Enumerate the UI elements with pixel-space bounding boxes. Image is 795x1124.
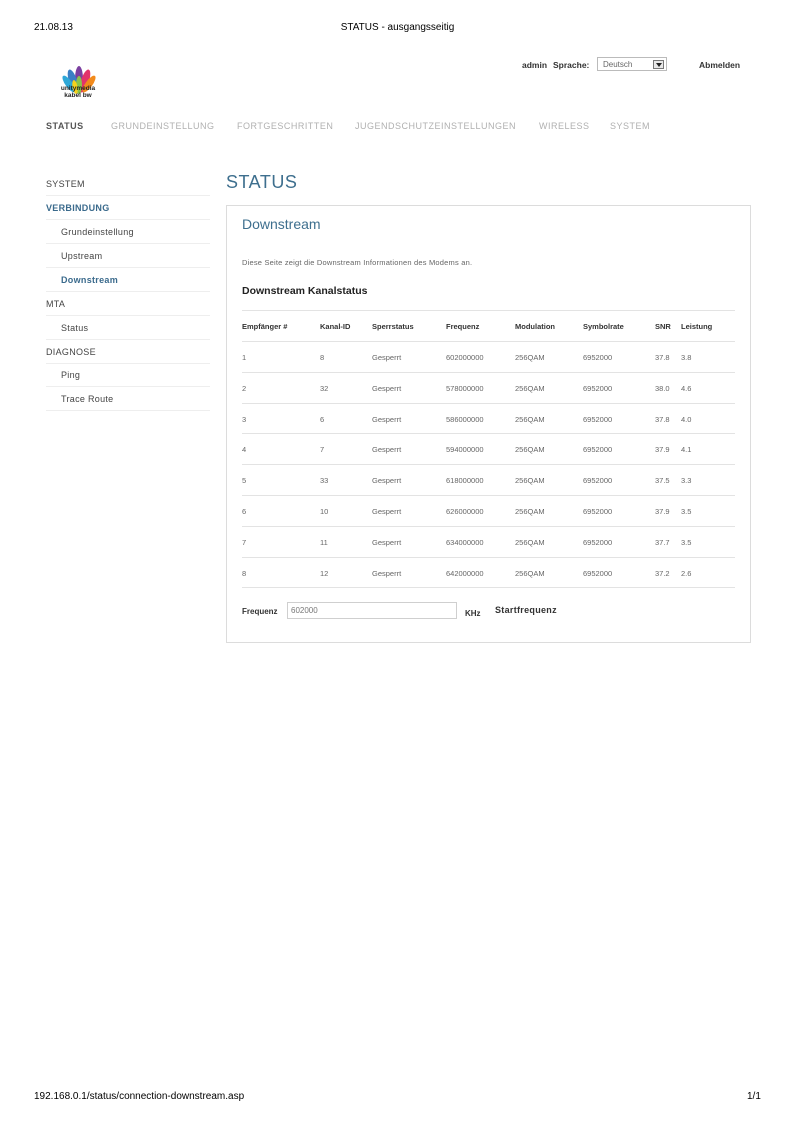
panel-description: Diese Seite zeigt die Downstream Informationen des Modems an. <box>242 258 473 267</box>
table-cell-snr: 37.8 <box>655 353 670 362</box>
table-cell-empfaenger: 2 <box>242 383 247 393</box>
table-cell-symbolrate: 6952000 <box>583 445 613 455</box>
table-cell-kanal-id: 33 <box>320 476 329 486</box>
table-cell-leistung: 3.8 <box>681 353 692 362</box>
table-cell-frequenz: 642000000 <box>446 568 484 578</box>
frequency-input[interactable] <box>287 602 457 619</box>
table-cell-modulation: 256QAM <box>515 414 545 424</box>
table-cell-empfaenger: 3 <box>242 414 247 424</box>
table-cell-kanal-id: 7 <box>320 445 325 455</box>
col-header-leistung: Leistung <box>681 322 713 331</box>
table-cell-empfaenger: 5 <box>242 476 247 486</box>
sidebar-item-system[interactable]: SYSTEM <box>46 173 210 196</box>
current-user: admin <box>522 60 548 70</box>
table-row-divider <box>242 433 735 434</box>
table-cell-kanal-id: 32 <box>320 383 329 393</box>
table-cell-sperrstatus: Gesperrt <box>372 445 402 455</box>
sidebar-item-ping[interactable]: Ping <box>46 364 210 387</box>
table-row-divider <box>242 341 735 342</box>
logo-wordmark: unitymedia kabel bw <box>60 85 96 99</box>
table-cell-kanal-id: 12 <box>320 568 329 578</box>
table-cell-sperrstatus: Gesperrt <box>372 353 402 362</box>
col-header-kanal-id: Kanal-ID <box>320 322 351 331</box>
table-row-divider <box>242 372 735 373</box>
table-cell-leistung: 2.6 <box>681 568 692 578</box>
table-cell-symbolrate: 6952000 <box>583 568 613 578</box>
table-cell-symbolrate: 6952000 <box>583 414 613 424</box>
nav-jugendschutzeinstellungen[interactable]: JUGENDSCHUTZEINSTELLUNGEN <box>355 121 517 131</box>
table-cell-snr: 37.7 <box>655 537 670 547</box>
table-cell-kanal-id: 11 <box>320 537 328 547</box>
logout-link[interactable]: Abmelden <box>699 60 741 70</box>
sidebar-item-trace-route[interactable]: Trace Route <box>46 388 210 411</box>
nav-fortgeschritten[interactable]: FORTGESCHRITTEN <box>237 121 334 131</box>
nav-status[interactable]: STATUS <box>46 121 84 131</box>
table-cell-frequenz: 586000000 <box>446 414 484 424</box>
print-page-number: 1/1 <box>747 1091 761 1102</box>
table-cell-sperrstatus: Gesperrt <box>372 568 402 578</box>
table-cell-leistung: 4.1 <box>681 445 692 455</box>
page-title: STATUS <box>226 172 298 192</box>
language-select-value: Deutsch <box>603 60 633 69</box>
table-cell-empfaenger: 4 <box>242 445 247 455</box>
sidebar-item-mta[interactable]: MTA <box>46 293 210 316</box>
table-cell-empfaenger: 7 <box>242 537 247 547</box>
chevron-down-icon[interactable] <box>653 60 664 69</box>
table-cell-leistung: 4.0 <box>681 414 692 424</box>
table-cell-modulation: 256QAM <box>515 383 545 393</box>
nav-grundeinstellung[interactable]: GRUNDEINSTELLUNG <box>111 121 215 131</box>
table-cell-kanal-id: 10 <box>320 507 329 516</box>
frequency-label: Frequenz <box>242 607 278 616</box>
table-cell-leistung: 4.6 <box>681 383 692 393</box>
table-cell-snr: 37.2 <box>655 568 670 578</box>
table-cell-frequenz: 594000000 <box>446 445 484 455</box>
print-url: 192.168.0.1/status/connection-downstream.asp <box>34 1091 245 1102</box>
sidebar-item-diagnose[interactable]: DIAGNOSE <box>46 341 210 364</box>
table-cell-empfaenger: 6 <box>242 507 247 516</box>
print-title: STATUS - ausgangsseitig <box>340 22 455 33</box>
table-cell-sperrstatus: Gesperrt <box>372 537 402 547</box>
frequency-unit: KHz <box>465 609 481 618</box>
sidebar-item-upstream[interactable]: Upstream <box>46 245 210 268</box>
col-header-symbolrate: Symbolrate <box>583 322 624 331</box>
table-cell-modulation: 256QAM <box>515 507 545 516</box>
col-header-sperrstatus: Sperrstatus <box>372 322 414 331</box>
panel-title: Downstream <box>242 216 321 232</box>
sidebar-item-verbindung[interactable]: VERBINDUNG <box>46 197 210 220</box>
print-date: 21.08.13 <box>34 22 73 33</box>
language-label: Sprache: <box>553 60 590 70</box>
table-cell-modulation: 256QAM <box>515 568 545 578</box>
table-cell-leistung: 3.5 <box>681 507 692 516</box>
table-cell-empfaenger: 1 <box>242 353 247 362</box>
table-cell-snr: 38.0 <box>655 383 670 393</box>
col-header-snr: SNR <box>655 322 671 331</box>
nav-wireless[interactable]: WIRELESS <box>539 121 590 131</box>
table-cell-frequenz: 578000000 <box>446 383 484 393</box>
table-row-divider <box>242 557 735 558</box>
col-header-frequenz: Frequenz <box>446 322 480 331</box>
table-cell-symbolrate: 6952000 <box>583 476 613 486</box>
sidebar-item-mta-status[interactable]: Status <box>46 317 210 340</box>
table-cell-frequenz: 634000000 <box>446 537 484 547</box>
table-cell-sperrstatus: Gesperrt <box>372 383 402 393</box>
table-cell-kanal-id: 6 <box>320 414 325 424</box>
table-cell-frequenz: 602000000 <box>446 353 484 362</box>
table-row-divider <box>242 495 735 496</box>
table-cell-frequenz: 618000000 <box>446 476 484 486</box>
table-cell-snr: 37.5 <box>655 476 670 486</box>
nav-system[interactable]: SYSTEM <box>610 121 651 131</box>
table-cell-symbolrate: 6952000 <box>583 537 613 547</box>
table-cell-modulation: 256QAM <box>515 537 545 547</box>
table-cell-modulation: 256QAM <box>515 476 545 486</box>
sidebar-item-downstream[interactable]: Downstream <box>46 269 210 292</box>
table-divider <box>242 310 735 311</box>
table-cell-modulation: 256QAM <box>515 353 545 362</box>
downstream-panel <box>226 205 751 643</box>
table-cell-empfaenger: 8 <box>242 568 247 578</box>
table-cell-leistung: 3.5 <box>681 537 692 547</box>
table-cell-snr: 37.8 <box>655 414 670 424</box>
sidebar-item-grundeinstellung[interactable]: Grundeinstellung <box>46 221 210 244</box>
table-cell-frequenz: 626000000 <box>446 507 484 516</box>
section-title: Downstream Kanalstatus <box>242 285 368 297</box>
table-cell-symbolrate: 6952000 <box>583 507 613 516</box>
table-cell-symbolrate: 6952000 <box>583 353 613 362</box>
table-row-divider <box>242 464 735 465</box>
table-cell-snr: 37.9 <box>655 445 670 455</box>
table-row-divider <box>242 403 735 404</box>
table-cell-symbolrate: 6952000 <box>583 383 613 393</box>
col-header-empfaenger: Empfänger # <box>242 322 288 331</box>
col-header-modulation: Modulation <box>515 322 555 331</box>
table-row-divider <box>242 526 735 527</box>
language-select[interactable] <box>597 57 667 71</box>
table-cell-sperrstatus: Gesperrt <box>372 414 402 424</box>
table-cell-modulation: 256QAM <box>515 445 545 455</box>
table-cell-sperrstatus: Gesperrt <box>372 476 402 486</box>
table-cell-sperrstatus: Gesperrt <box>372 507 402 516</box>
start-frequency-button[interactable]: Startfrequenz <box>495 605 557 615</box>
table-cell-kanal-id: 8 <box>320 353 325 362</box>
table-row-divider <box>242 587 735 588</box>
table-cell-leistung: 3.3 <box>681 476 692 486</box>
table-cell-snr: 37.9 <box>655 507 670 516</box>
